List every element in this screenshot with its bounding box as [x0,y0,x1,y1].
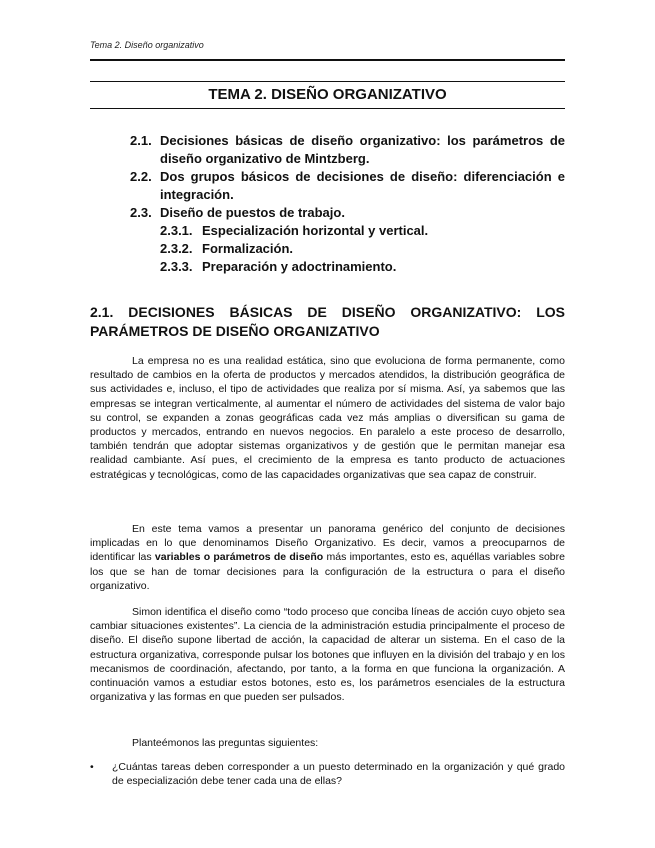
toc-number: 2.3.3. [160,259,193,274]
page-title: TEMA 2. DISEÑO ORGANIZATIVO [208,86,447,103]
bullet-text: ¿Cuántas tareas deben corresponder a un puesto determinado en la organización y qué grado de especialización debe tener cada una de ellas? [112,761,565,788]
toc-number: 2.1. [130,133,152,148]
toc-item [130,168,565,204]
toc-item [130,132,565,168]
paragraph: Planteémonos las preguntas siguientes: [132,737,319,749]
bullet-icon: • [90,761,94,773]
toc-number: 2.3.1. [160,223,193,238]
running-header: Tema 2. Diseño organizativo [90,40,204,50]
toc-text: Formalización. [202,241,294,256]
toc-subitem [130,258,565,276]
paragraph [90,522,565,593]
toc-text: Decisiones básicas de diseño organizativo: los parámetros de diseño organizativo de Mintzberg. [160,133,565,166]
paragraph-text: más importantes, esto es, aquéllas variables sobre los que se han de tomar decisiones para la configuración de la estructura o para el diseño organizativo. [90,551,565,592]
title-rule-bottom [90,108,565,109]
toc-subitem [130,222,565,240]
toc-subitem [130,240,565,258]
toc-text: Dos grupos básicos de decisiones de diseño: diferenciación e integración. [160,169,565,202]
toc-number: 2.3.2. [160,241,193,256]
toc-text: Especialización horizontal y vertical. [202,223,429,238]
toc-item [130,204,565,222]
toc-text: Diseño de puestos de trabajo. [160,205,345,220]
toc-number: 2.2. [130,169,152,184]
paragraph-text: En este tema vamos a presentar un panorama genérico del conjunto de decisiones implicadas en lo que denominamos Diseño Organizativo. Es decir, vamos a preocuparnos de identificar las [90,523,565,564]
header-rule [90,59,565,61]
section-heading: 2.1. DECISIONES BÁSICAS DE DISEÑO ORGANIZATIVO: LOS PARÁMETROS DE DISEÑO ORGANIZATIVO [90,304,565,339]
toc-number: 2.3. [130,205,152,220]
bullet-item [90,760,565,788]
paragraph: La empresa no es una realidad estática, sino que evoluciona de forma permanente, como resultado de cambios en la oferta de productos y mercados atendidos, la distribución geográfica de sus actividades e, incluso, el tipo de actividades que realiza por sí misma. Así, ya sabemos que las empresas se integran verticalmente, al aumentar el número de actividades del sistema de valor bajo su control, se expanden a zonas geográficas cada vez más amplias o diversifican su gama de productos y mercados, entrando en nuevos negocios. En paralelo a este proceso de desarrollo, también tendrán que adoptar sistemas organizativos y de gestión que le permitan manejar esa realidad cambiante. Así pues, el crecimiento de la empresa es tanto producto de actuaciones estratégicas y tecnológicas, como de las capacidades organizativas que sea capaz de construir. [90,355,565,481]
bold-term: variables o parámetros de diseño [154,551,324,564]
toc-text: Preparación y adoctrinamiento. [202,259,397,274]
table-of-contents [130,132,565,276]
title-rule-top [90,81,565,82]
paragraph: Simon identifica el diseño como “todo proceso que conciba líneas de acción cuyo objeto sea cambiar situaciones existentes”. La ciencia de la administración estudia principalmente el proceso de diseño. El diseño supone libertad de acción, la capacidad de alterar un sistema. En el caso de la estructura organizativa, corresponde pulsar los botones que influyen en la división del trabajo y en los mecanismos de coordinación, afectando, por tanto, a la forma en que funciona la organización. A continuación vamos a estudiar estos botones, esto es, los parámetros esenciales de la estructura organizativa y las formas en que pueden ser pulsados. [90,606,565,704]
